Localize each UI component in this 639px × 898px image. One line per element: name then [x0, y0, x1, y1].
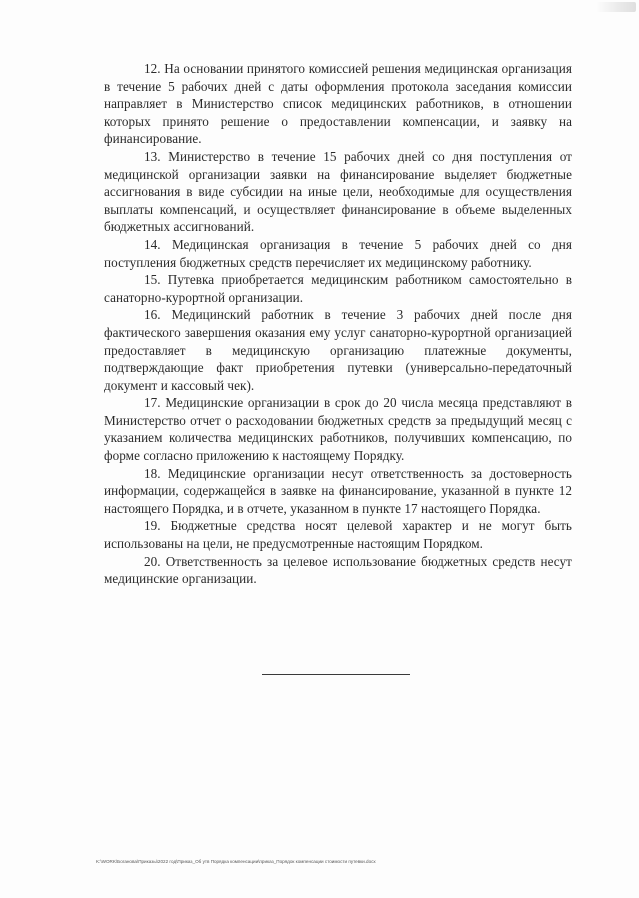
- paragraph-19: 19. Бюджетные средства носят целевой характер и не могут быть использованы на цели, не предусмотренные настоящим Порядком.: [104, 518, 572, 552]
- paragraph-15: 15. Путевка приобретается медицинским работником самостоятельно в санаторно-курортной организации.: [104, 272, 572, 305]
- paragraph-16: 16. Медицинский работник в течение 3 рабочих дней после дня фактического завершения оказания ему услуг санаторно-курортной организацией предоставляет в медицинскую организацию платежные документы, подтверждающие факт приобретения путевки (универсально-передаточный документ и кассовый чек).: [104, 307, 572, 393]
- paragraph-20: 20. Ответственность за целевое использование бюджетных средств несут медицинские организации.: [104, 553, 572, 587]
- file-path-footer: K:\WORK\Боганова\Приказы\2022 год\Приказ_Об утв Порядка компенсации\приказ_Порядок компенсации стоимости путевки.docx: [96, 859, 376, 864]
- scan-artifact: [596, 2, 636, 12]
- end-divider-line: [262, 674, 410, 675]
- paragraph-12: 12. На основании принятого комиссией решения медицинская организация в течение 5 рабочих дней с даты оформления протокола заседания комиссии направляет в Министерство список медицинских работников, в отношении которых принято решение о предоставлении компенсации, и заявку на финансирование.: [104, 61, 572, 147]
- paragraph-14: 14. Медицинская организация в течение 5 рабочих дней со дня поступления бюджетных средств перечисляет их медицинскому работнику.: [104, 236, 572, 270]
- paragraph-17: 17. Медицинские организации в срок до 20 числа месяца представляют в Министерство отчет о расходовании бюджетных средств за предыдущий месяц с указанием количества медицинских работников, получивших компенсацию, по форме согласно приложению к настоящему Порядку.: [104, 395, 572, 464]
- paragraph-13: 13. Министерство в течение 15 рабочих дней со дня поступления от медицинской организации заявки на финансирование выделяет бюджетные ассигнования в виде субсидии на иные цели, необходимые для осуществления выплаты компенсаций, и осуществляет финансирование в объеме выделенных бюджетных ассигнований.: [104, 148, 572, 235]
- paragraph-18: 18. Медицинские организации несут ответственность за достоверность информации, содержащейся в заявке на финансирование, указанной в пункте 12 настоящего Порядка, и в отчете, указанном в пункте 17 настоящего Порядка.: [104, 465, 572, 516]
- document-body: [104, 60, 572, 588]
